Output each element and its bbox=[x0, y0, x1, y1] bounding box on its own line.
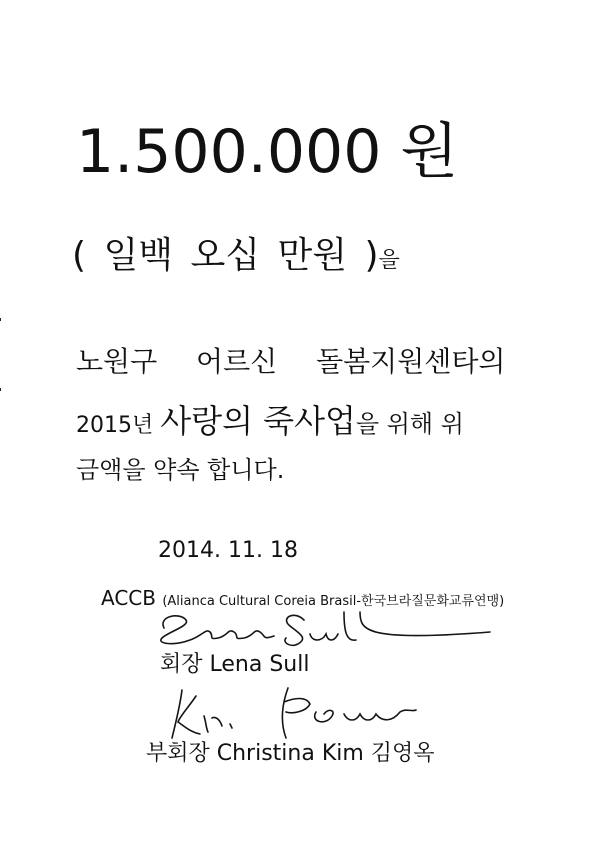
recipient-line: 노원구 어르신 돌봄지원센타의 bbox=[76, 345, 506, 378]
purpose-suffix: 을 위해 위 bbox=[355, 410, 464, 438]
scan-edge-mark bbox=[0, 318, 1, 321]
president-signature bbox=[150, 602, 500, 652]
pledge-date: 2014. 11. 18 bbox=[158, 538, 298, 563]
vice-president-name: 부회장 Christina Kim 김영옥 bbox=[146, 741, 435, 766]
amount-suffix: 을 bbox=[378, 248, 400, 273]
purpose-line bbox=[76, 402, 464, 440]
year: 2015년 bbox=[76, 413, 154, 438]
amount-in-words: ( 일백 오십 만원 ) bbox=[72, 235, 379, 276]
project-name: 사랑의 죽사업 bbox=[160, 402, 356, 440]
president-name: 회장 Lena Sull bbox=[160, 652, 310, 677]
pledge-amount: 1.500.000 원 bbox=[76, 117, 459, 187]
vice-president-signature bbox=[160, 682, 430, 742]
organization-full-name: (Alianca Cultural Coreia Brasil-한국브라질문화교류연맹) bbox=[162, 594, 505, 609]
amount-in-words-line bbox=[72, 235, 400, 276]
closing-line: 금액을 약속 합니다. bbox=[76, 456, 285, 484]
scan-edge-mark bbox=[0, 388, 1, 391]
organization-abbr: ACCB bbox=[101, 586, 156, 610]
